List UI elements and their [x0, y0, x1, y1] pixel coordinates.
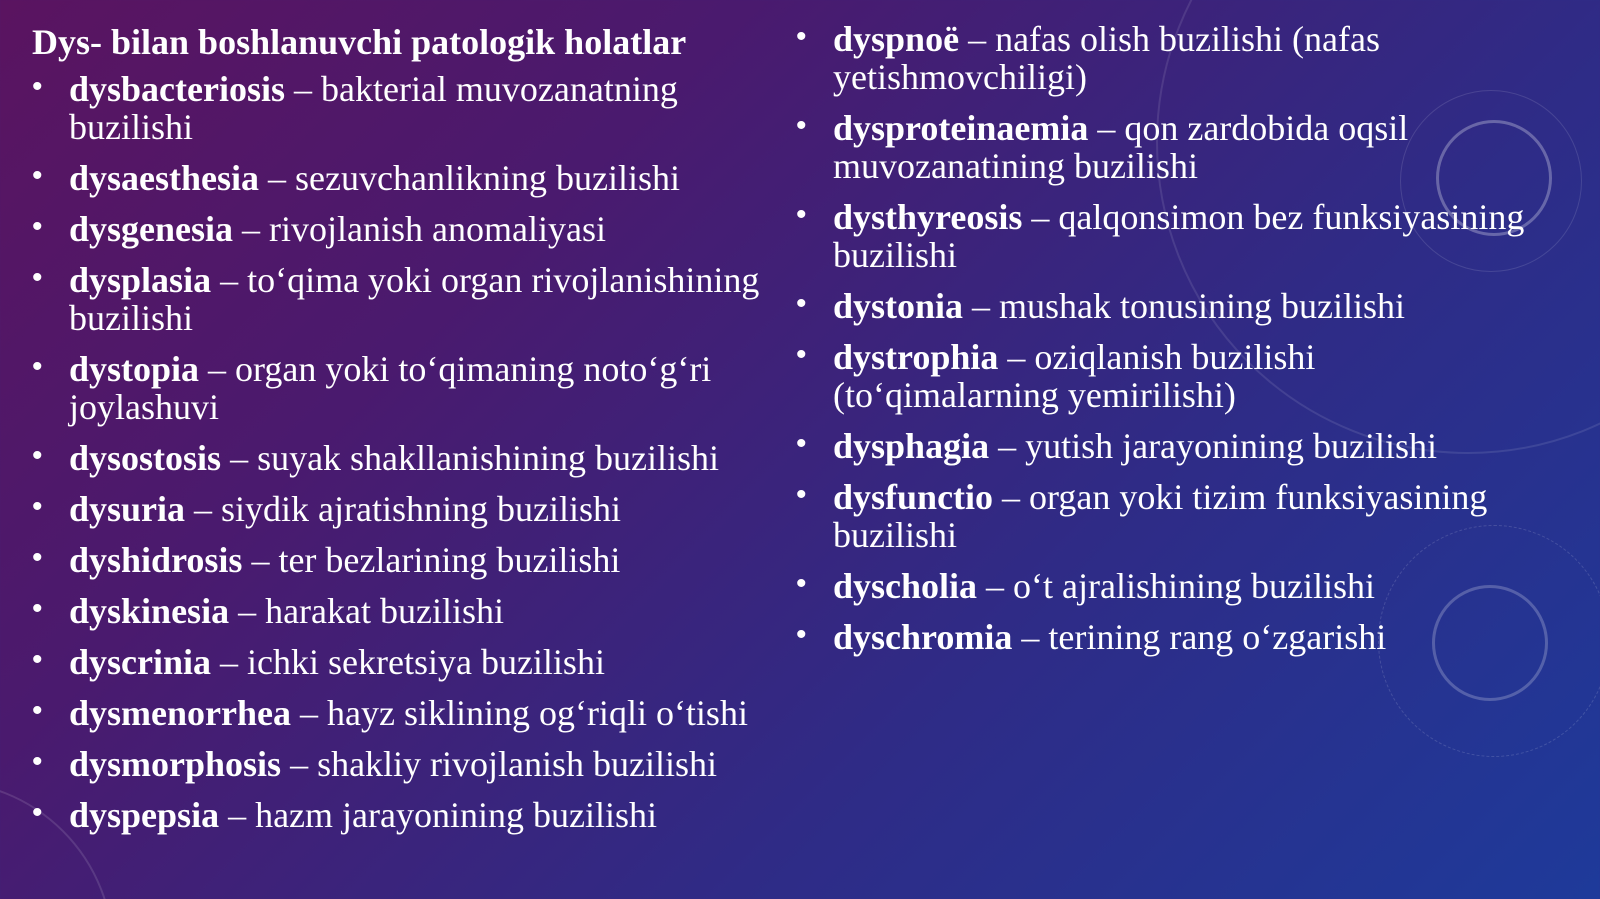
bullet-icon: • [32, 350, 43, 383]
list-item [32, 70, 802, 146]
right-column [796, 20, 1536, 669]
term: dysthyreosis [833, 197, 1023, 237]
list-item [32, 159, 802, 197]
definition: mushak tonusining buzilishi [999, 286, 1406, 326]
list-item [32, 210, 802, 248]
list-item [796, 109, 1536, 185]
list-item [32, 490, 802, 528]
list-item [32, 439, 802, 477]
term: dysaesthesia [69, 158, 260, 198]
term: dysuria [69, 489, 186, 529]
term-separator: – [993, 477, 1030, 517]
term-separator: – [281, 744, 318, 784]
list-item [796, 287, 1536, 325]
term: dystopia [69, 349, 200, 389]
definition: nafas olish buzilishi (nafas yetishmovchiligi) [833, 19, 1380, 97]
bullet-icon: • [796, 427, 807, 460]
term-separator: – [1012, 617, 1049, 657]
definition: hazm jarayonining buzilishi [255, 795, 657, 835]
bullet-icon: • [32, 159, 43, 192]
bullet-icon: • [32, 541, 43, 574]
definition: terining rang o‘zgarishi [1048, 617, 1387, 657]
list-item [796, 198, 1536, 274]
definition: bakterial muvozanatning buzilishi [69, 69, 678, 147]
bullet-icon: • [32, 210, 43, 243]
list-item [796, 20, 1536, 96]
term-separator: – [233, 209, 270, 249]
list-item [32, 541, 802, 579]
list-item [32, 592, 802, 630]
term: dyshidrosis [69, 540, 243, 580]
list-item [32, 796, 802, 834]
term: dyskinesia [69, 591, 230, 631]
bullet-icon: • [32, 490, 43, 523]
definition: to‘qima yoki organ rivojlanishining buzilishi [69, 260, 760, 338]
bullet-icon: • [796, 198, 807, 231]
term-separator: – [1088, 108, 1125, 148]
term: dystonia [833, 286, 964, 326]
term-separator: – [290, 693, 327, 733]
term: dyspnoë [833, 19, 960, 59]
definition: siydik ajratishning buzilishi [221, 489, 622, 529]
definition: ter bezlarining buzilishi [278, 540, 621, 580]
bullet-icon: • [796, 478, 807, 511]
definition: organ yoki to‘qimaning noto‘g‘ri joylashuvi [69, 349, 712, 427]
term: dysbacteriosis [69, 69, 285, 109]
bullet-icon: • [32, 694, 43, 727]
bullet-icon: • [796, 567, 807, 600]
definition: shakliy rivojlanish buzilishi [317, 744, 718, 784]
list-item [32, 745, 802, 783]
term-separator: – [211, 260, 248, 300]
definition: sezuvchanlikning buzilishi [295, 158, 680, 198]
term: dysfunctio [833, 477, 994, 517]
bullet-icon: • [796, 618, 807, 651]
definition: hayz siklining og‘riqli o‘tishi [326, 693, 748, 733]
bullet-icon: • [32, 70, 43, 103]
term: dysostosis [69, 438, 222, 478]
list-item [796, 338, 1536, 414]
bullet-icon: • [32, 261, 43, 294]
term-separator: – [977, 566, 1014, 606]
term: dysmenorrhea [69, 693, 291, 733]
bullet-icon: • [32, 796, 43, 829]
definition: suyak shakllanishining buzilishi [257, 438, 720, 478]
term-separator: – [219, 795, 256, 835]
term: dysgenesia [69, 209, 234, 249]
term: dyscholia [833, 566, 978, 606]
list-item [32, 694, 802, 732]
list-item [796, 567, 1536, 605]
term-separator: – [259, 158, 296, 198]
bullet-icon: • [796, 20, 807, 53]
term: dystrophia [833, 337, 999, 377]
term: dysmorphosis [69, 744, 282, 784]
list-item [796, 427, 1536, 465]
term-separator: – [989, 426, 1026, 466]
term-separator: – [998, 337, 1035, 377]
definition: harakat buzilishi [265, 591, 504, 631]
term-separator: – [242, 540, 279, 580]
definition: o‘t ajralishining buzilishi [1013, 566, 1375, 606]
term-separator: – [211, 642, 248, 682]
term: dysplasia [69, 260, 212, 300]
bullet-icon: • [796, 109, 807, 142]
definition: oziqlanish buzilishi (to‘qimalarning yemirilishi) [833, 337, 1316, 415]
definition: organ yoki tizim funksiyasining buzilishi [833, 477, 1488, 555]
term: dyschromia [833, 617, 1013, 657]
bullet-icon: • [32, 439, 43, 472]
left-column [32, 20, 802, 847]
bullet-icon: • [796, 338, 807, 371]
definition: ichki sekretsiya buzilishi [247, 642, 605, 682]
term-separator: – [199, 349, 236, 389]
term: dyscrinia [69, 642, 212, 682]
list-item [32, 261, 802, 337]
term: dysphagia [833, 426, 990, 466]
list-item [32, 350, 802, 426]
term-separator: – [185, 489, 222, 529]
term-separator: – [285, 69, 321, 109]
term-separator: – [963, 286, 1000, 326]
left-term-list [32, 70, 802, 834]
definition: qon zardobida oqsil muvozanatining buzilishi [833, 108, 1409, 186]
term: dyspepsia [69, 795, 220, 835]
definition: qalqonsimon bez funksiyasining buzilishi [833, 197, 1525, 275]
bullet-icon: • [32, 592, 43, 625]
definition: yutish jarayonining buzilishi [1025, 426, 1438, 466]
bullet-icon: • [32, 643, 43, 676]
definition: rivojlanish anomaliyasi [269, 209, 606, 249]
term-separator: – [959, 19, 996, 59]
term-separator: – [221, 438, 258, 478]
term: dysproteinaemia [833, 108, 1089, 148]
list-item [796, 478, 1536, 554]
bullet-icon: • [32, 745, 43, 778]
term-separator: – [229, 591, 266, 631]
bullet-icon: • [796, 287, 807, 320]
slide-title: Dys- bilan boshlanuvchi patologik holatlar [32, 22, 687, 62]
list-item [32, 643, 802, 681]
term-separator: – [1022, 197, 1059, 237]
list-item [796, 618, 1536, 656]
right-term-list [796, 20, 1536, 656]
